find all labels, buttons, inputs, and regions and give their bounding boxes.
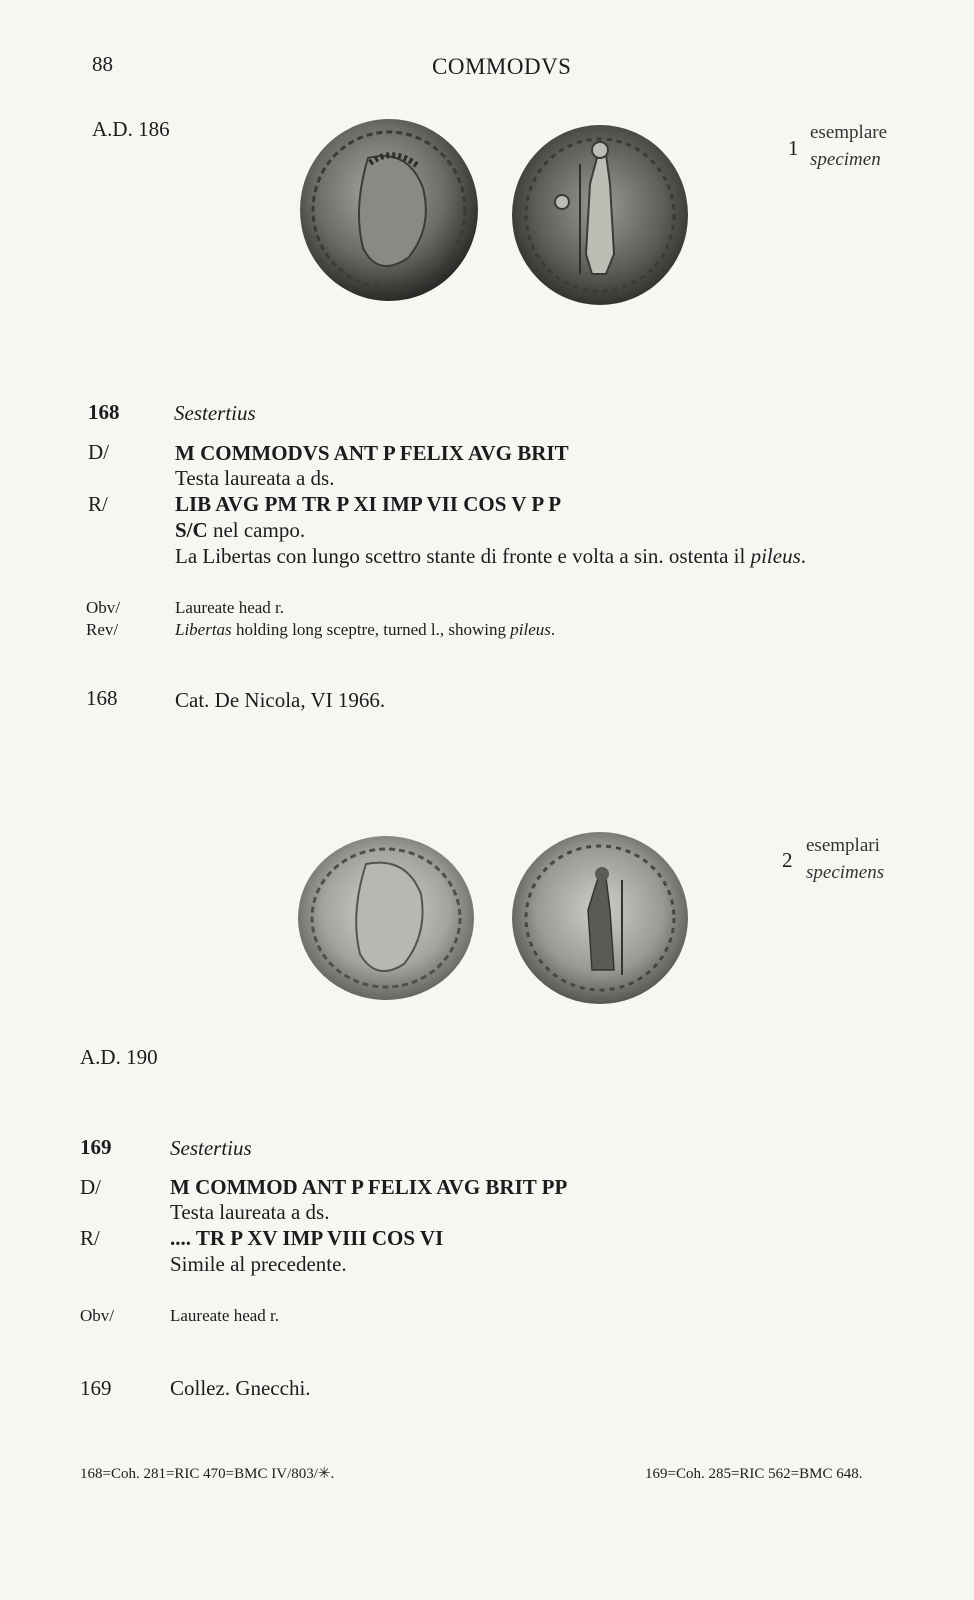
specimen-label-en: specimens [806,862,885,883]
source-reference: Collez. Gnecchi. [170,1376,311,1400]
reverse-desc-main: La Libertas con lungo scettro stante di fronte e volta a sin. ostenta il [175,544,751,568]
reverse-desc-pileus: pileus [750,544,801,568]
obv-label-en: Obv/ [86,598,120,617]
coin-obverse-image [296,834,476,1002]
source-number: 168 [86,686,118,710]
obverse-description-en: Laureate head r. [170,1306,280,1325]
footnote-reference-left: 168=Coh. 281=RIC 470=BMC IV/803/✳. [80,1466,335,1482]
obverse-legend: M COMMOD ANT P FELIX AVG BRIT PP [170,1175,568,1199]
coin-reverse-image [510,124,690,306]
coin-reverse-image [510,830,690,1006]
reverse-description-en [175,620,555,640]
reverse-desc-end: . [800,544,807,568]
reverse-description [175,544,806,569]
field-mark: S/C [175,518,208,542]
denomination: Sestertius [174,401,256,425]
reverse-marker: R/ [80,1226,100,1250]
obv-label-en: Obv/ [80,1306,114,1325]
footnote-reference-right: 169=Coh. 285=RIC 562=BMC 648. [645,1466,863,1482]
specimen-label-it: esemplari [806,835,880,856]
coin-obverse-image [298,118,480,303]
running-title: COMMODVS [432,54,572,79]
page-number: 88 [92,52,113,76]
specimen-count: 1 [788,136,799,160]
source-number: 169 [80,1376,112,1400]
entry-number: 169 [80,1135,112,1159]
specimen-label-it: esemplare [810,122,888,143]
rev-desc-en-end: . [550,620,556,639]
reverse-field-note [175,518,305,543]
entry-number: 168 [88,400,120,424]
rev-desc-en-pileus: pileus [510,620,551,639]
reverse-description: Simile al precedente. [170,1252,347,1276]
obverse-description: Testa laureata a ds. [175,466,335,490]
specimen-count: 2 [782,848,793,872]
specimen-label-en: specimen [810,149,881,170]
obverse-marker: D/ [80,1175,101,1199]
rev-label-en: Rev/ [86,620,119,639]
denomination: Sestertius [170,1136,252,1160]
rev-desc-en-mid: holding long sceptre, turned l., showing [231,620,511,639]
field-text: nel campo. [207,518,306,542]
obverse-description-en: Laureate head r. [175,598,285,617]
reverse-legend: .... TR P XV IMP VIII COS VI [170,1226,444,1250]
section-date: A.D. 190 [80,1045,158,1069]
obverse-marker: D/ [88,440,109,464]
reverse-legend: LIB AVG PM TR P XI IMP VII COS V P P [175,492,562,516]
obverse-description: Testa laureata a ds. [170,1200,330,1224]
section-date: A.D. 186 [92,117,170,141]
rev-desc-en-name: Libertas [175,620,232,639]
obverse-legend: M COMMODVS ANT P FELIX AVG BRIT [175,441,569,465]
source-reference: Cat. De Nicola, VI 1966. [175,688,386,712]
reverse-marker: R/ [88,492,108,516]
